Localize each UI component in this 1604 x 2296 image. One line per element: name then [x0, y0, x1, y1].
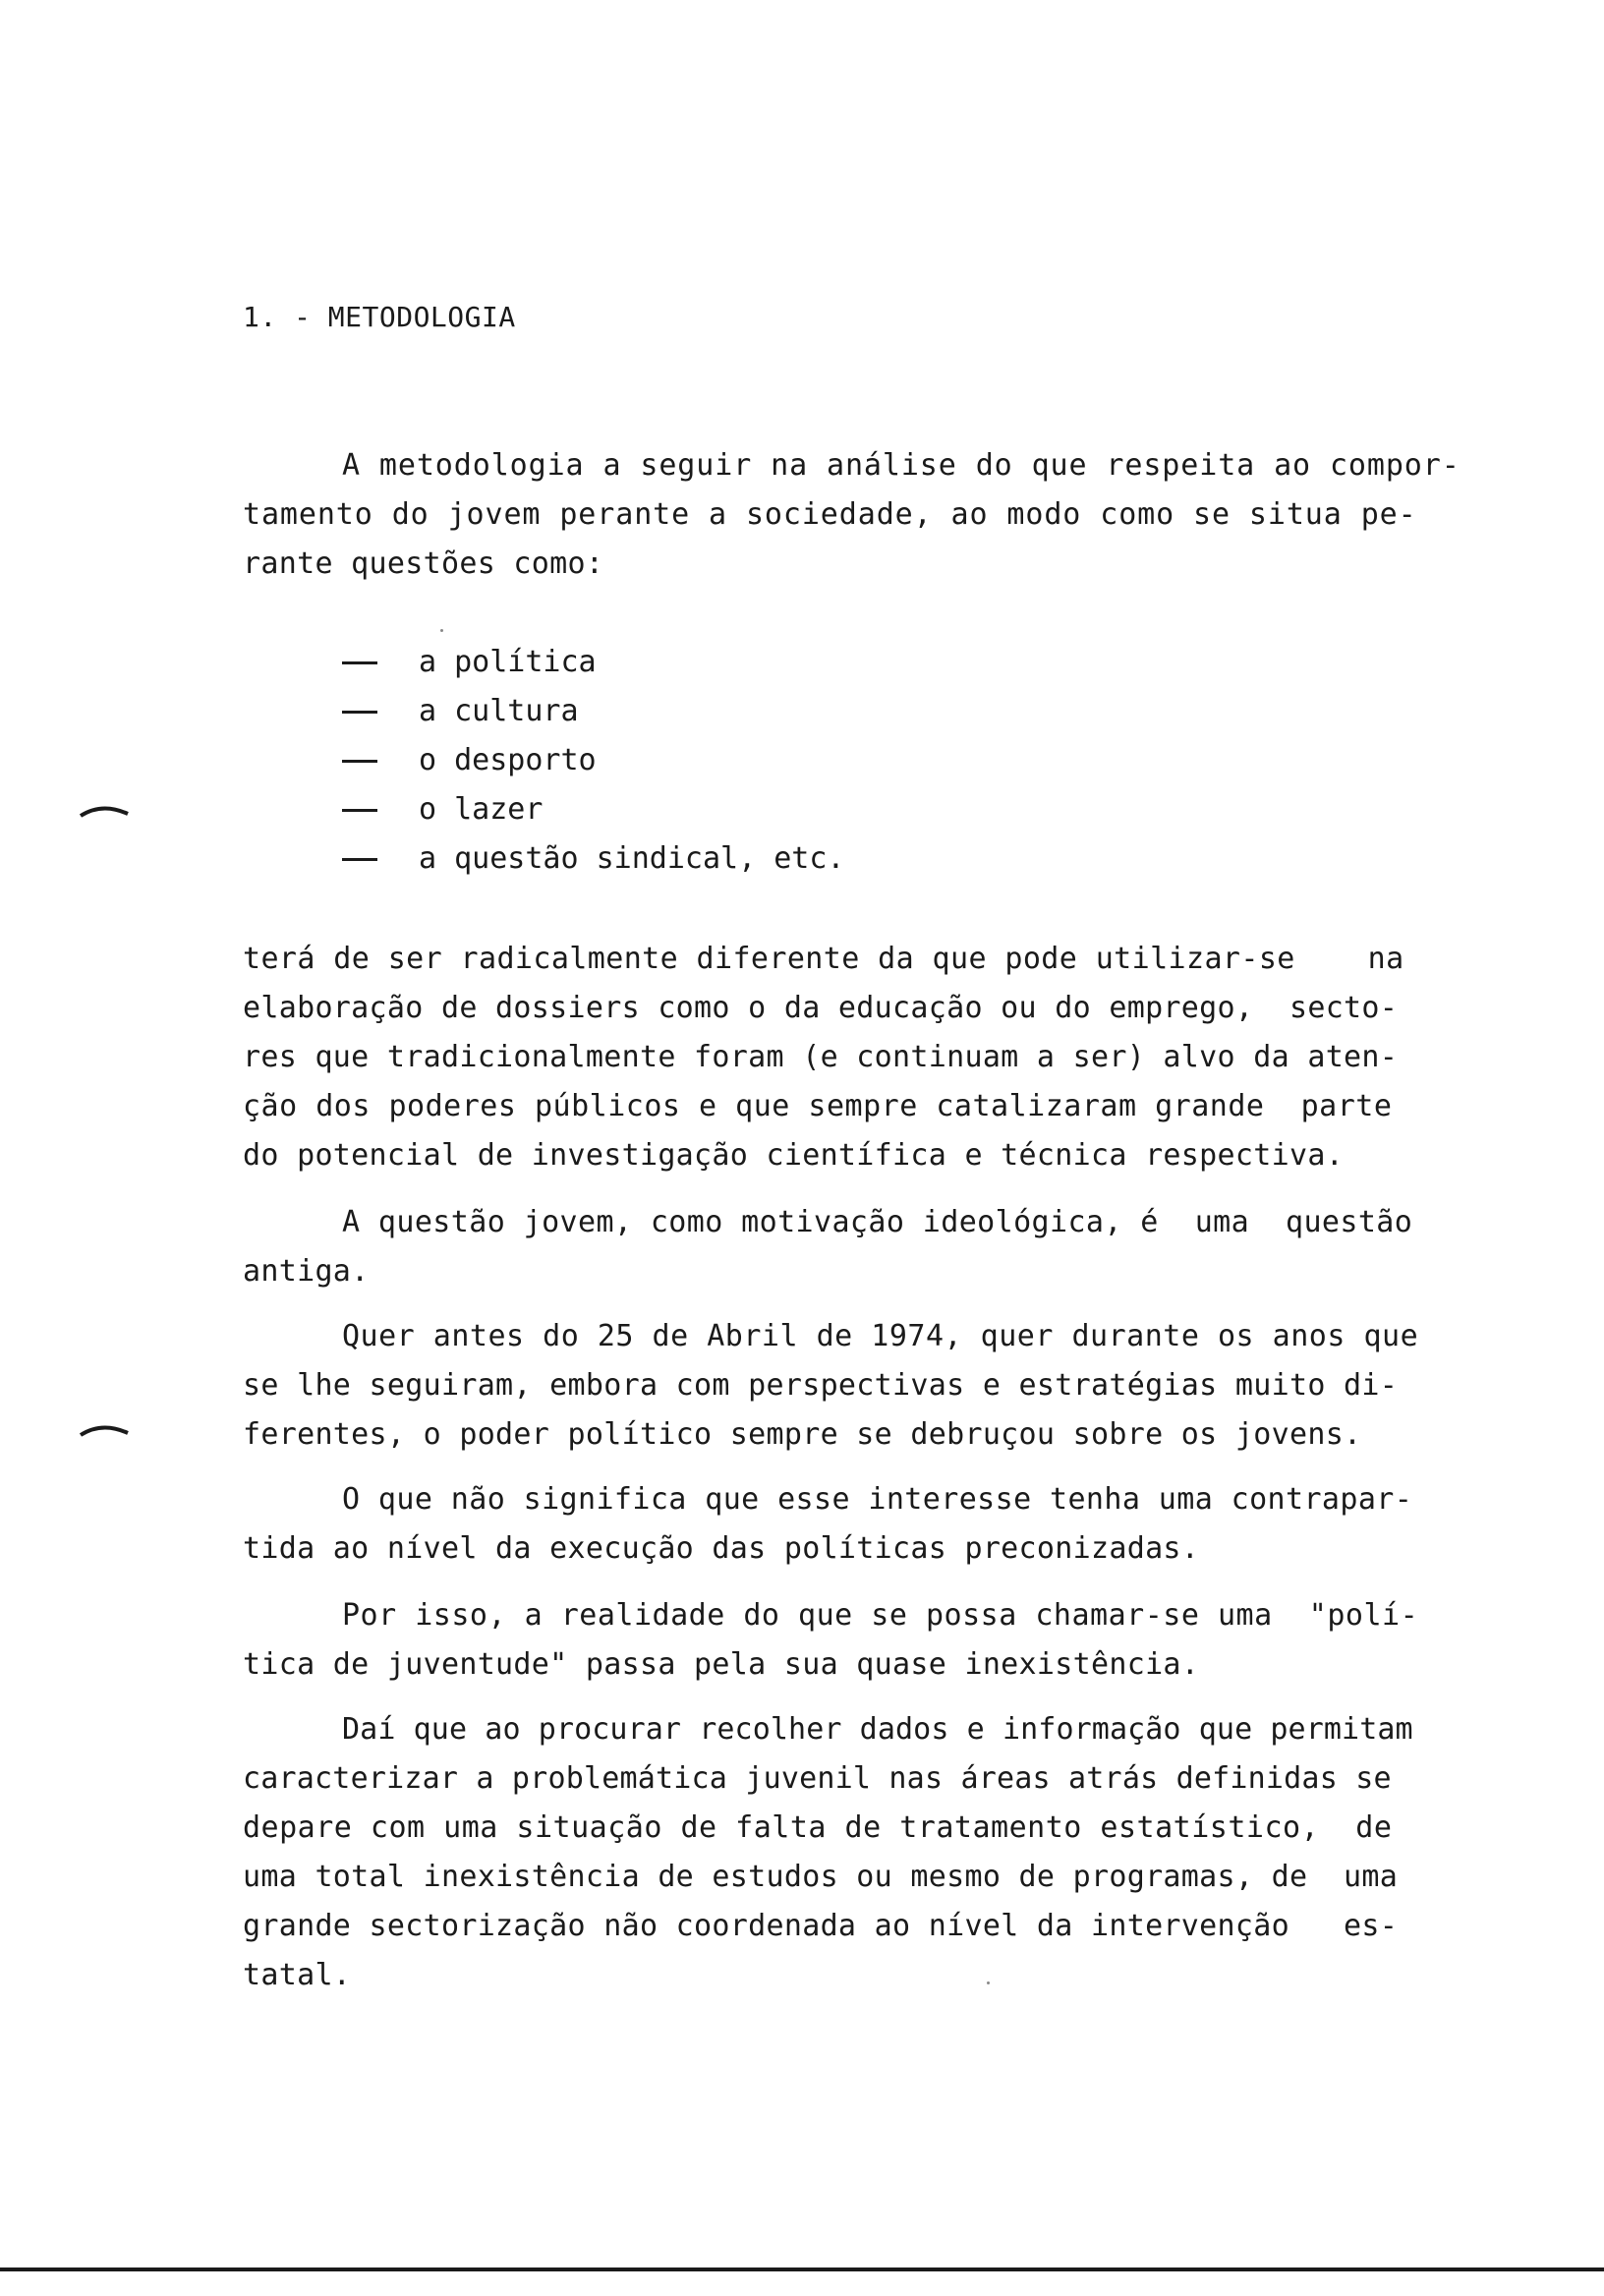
p4-line-2-text: tida ao nível da execução das políticas preconizadas. — [243, 1531, 1200, 1566]
p1-line-5 — [243, 1138, 1489, 1174]
p2-line-1 — [342, 1205, 1489, 1240]
p3-line-3 — [243, 1417, 1489, 1453]
p6-line-5 — [243, 1909, 1489, 1944]
dash-bullet — [342, 661, 377, 664]
dash-bullet — [342, 760, 377, 763]
scan-speck — [440, 629, 443, 632]
intro-line-2-text: tamento do jovem perante a sociedade, ao modo como se situa pe- — [243, 497, 1417, 532]
p1-line-1 — [243, 942, 1489, 977]
p6-line-6-text: tatal. — [243, 1958, 352, 1992]
p5-line-2 — [243, 1647, 1489, 1683]
list-item-1 — [342, 645, 597, 680]
p6-line-3 — [243, 1810, 1489, 1846]
p6-line-1 — [342, 1712, 1489, 1748]
p4-line-1-text: O que não significa que esse interesse tenha uma contrapar- — [342, 1482, 1413, 1517]
list-item-text: o lazer — [419, 792, 544, 827]
dash-bullet — [342, 711, 377, 714]
p3-line-1 — [342, 1319, 1489, 1354]
p1-line-3-text: res que tradicionalmente foram (e continuam a ser) alvo da aten- — [243, 1040, 1399, 1074]
intro-line-3 — [243, 546, 1489, 582]
p2-line-2-text: antiga. — [243, 1254, 370, 1289]
p6-line-3-text: depare com uma situação de falta de tratamento estatístico, de — [243, 1810, 1393, 1845]
p4-line-1 — [342, 1482, 1489, 1518]
list-item-4 — [342, 792, 543, 828]
p5-line-2-text: tica de juventude" passa pela sua quase inexistência. — [243, 1647, 1200, 1682]
p6-line-5-text: grande sectorização não coordenada ao nível da intervenção es- — [243, 1909, 1399, 1943]
p3-line-2-text: se lhe seguiram, embora com perspectivas e estratégias muito di- — [243, 1368, 1399, 1403]
list-item-text: a política — [419, 645, 597, 679]
p1-line-4 — [243, 1089, 1489, 1124]
p6-line-2 — [243, 1761, 1489, 1797]
p1-line-2-text: elaboração de dossiers como o da educação ou do emprego, secto- — [243, 991, 1399, 1025]
list-item-2 — [342, 694, 579, 729]
bottom-rule — [0, 2267, 1604, 2271]
p1-line-2 — [243, 991, 1489, 1026]
intro-line-1 — [342, 448, 1489, 484]
p6-line-1-text: Daí que ao procurar recolher dados e informação que permitam — [342, 1712, 1413, 1747]
dash-bullet — [342, 809, 377, 812]
intro-line-2 — [243, 497, 1489, 533]
dash-bullet — [342, 858, 377, 861]
p1-line-5-text: do potencial de investigação científica e técnica respectiva. — [243, 1138, 1345, 1173]
p4-line-2 — [243, 1531, 1489, 1567]
p2-line-1-text: A questão jovem, como motivação ideológica, é uma questão — [342, 1205, 1413, 1239]
p1-line-4-text: ção dos poderes públicos e que sempre catalizaram grande parte — [243, 1089, 1393, 1123]
binder-mark-icon — [79, 1423, 130, 1437]
section-heading: 1. - METODOLOGIA — [243, 301, 516, 333]
list-item-3 — [342, 743, 597, 778]
list-item-text: a questão sindical, etc. — [419, 841, 845, 876]
p6-line-2-text: caracterizar a problemática juvenil nas áreas atrás definidas se — [243, 1761, 1392, 1796]
p3-line-1-text: Quer antes do 25 de Abril de 1974, quer durante os anos que — [342, 1319, 1419, 1353]
p1-line-1-text: terá de ser radicalmente diferente da que pode utilizar-se na — [243, 942, 1404, 976]
binder-mark-icon — [79, 804, 130, 818]
p2-line-2 — [243, 1254, 1489, 1290]
p6-line-6 — [243, 1958, 1489, 1993]
p6-line-4 — [243, 1860, 1489, 1895]
p5-line-1 — [342, 1598, 1489, 1634]
p5-line-1-text: Por isso, a realidade do que se possa chamar-se uma "polí- — [342, 1598, 1419, 1633]
scan-speck — [987, 1981, 990, 1984]
list-item-5 — [342, 841, 844, 877]
p1-line-3 — [243, 1040, 1489, 1075]
intro-line-1-text: A metodologia a seguir na análise do que respeita ao compor- — [342, 448, 1461, 483]
p3-line-3-text: ferentes, o poder político sempre se debruçou sobre os jovens. — [243, 1417, 1362, 1452]
p3-line-2 — [243, 1368, 1489, 1404]
list-item-text: o desporto — [419, 743, 597, 777]
list-item-text: a cultura — [419, 694, 579, 728]
p6-line-4-text: uma total inexistência de estudos ou mesmo de programas, de uma — [243, 1860, 1399, 1894]
intro-line-3-text: rante questões como: — [243, 546, 604, 581]
